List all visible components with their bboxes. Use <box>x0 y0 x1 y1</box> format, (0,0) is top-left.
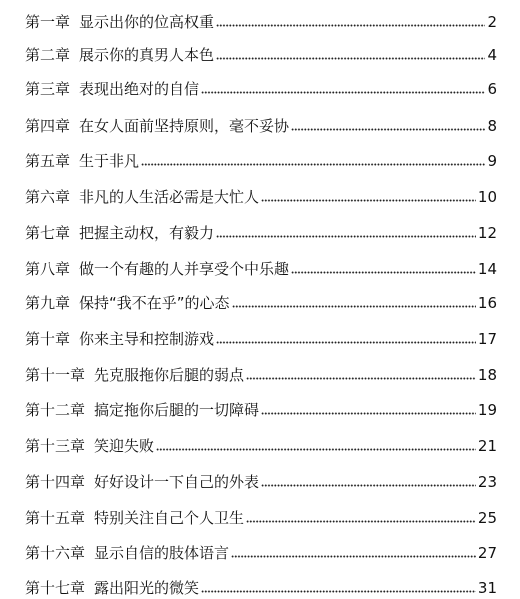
toc-entry[interactable] <box>25 397 497 419</box>
page-number: 10 <box>477 188 497 206</box>
chapter-label: 第十三章 <box>25 437 86 455</box>
page-number: 8 <box>487 117 497 135</box>
chapter-title: 把握主动权，有毅力 <box>79 224 215 242</box>
toc-entry[interactable] <box>25 362 497 384</box>
toc-entry[interactable] <box>25 505 497 527</box>
chapter-label: 第七章 <box>25 224 71 242</box>
chapter-title: 你来主导和控制游戏 <box>79 330 215 348</box>
chapter-label: 第六章 <box>25 188 71 206</box>
chapter-label: 第十二章 <box>25 401 86 419</box>
chapter-label: 第十七章 <box>25 579 86 597</box>
page-number: 4 <box>487 46 497 64</box>
page-number: 18 <box>477 366 497 384</box>
page-number: 21 <box>477 437 497 455</box>
dot-leader <box>246 377 476 380</box>
toc-entry[interactable] <box>25 326 497 348</box>
chapter-title: 搞定拖你后腿的一切障碍 <box>94 401 260 419</box>
dot-leader <box>216 235 476 238</box>
dot-leader <box>231 555 476 558</box>
chapter-title: 展示你的真男人本色 <box>79 46 215 64</box>
chapter-label: 第四章 <box>25 117 71 135</box>
chapter-label: 第十一章 <box>25 366 86 384</box>
chapter-label: 第九章 <box>25 294 71 312</box>
toc-entry[interactable] <box>25 575 497 597</box>
dot-leader <box>246 520 476 523</box>
toc-entry[interactable] <box>25 469 497 491</box>
page-number: 17 <box>477 330 497 348</box>
dot-leader <box>291 271 476 274</box>
page-number: 9 <box>487 152 497 170</box>
chapter-label: 第二章 <box>25 46 71 64</box>
chapter-title: 做一个有趣的人并享受个中乐趣 <box>79 260 290 278</box>
chapter-title: 表现出绝对的自信 <box>79 80 200 98</box>
dot-leader <box>201 91 485 94</box>
toc-entry[interactable] <box>25 290 497 312</box>
chapter-label: 第十六章 <box>25 544 86 562</box>
dot-leader <box>156 448 476 451</box>
page-number: 23 <box>477 473 497 491</box>
toc-entry[interactable] <box>25 113 497 135</box>
chapter-title: 显示自信的肢体语言 <box>94 544 230 562</box>
toc-entry[interactable] <box>25 148 497 170</box>
page-number: 31 <box>477 579 497 597</box>
page-number: 19 <box>477 401 497 419</box>
toc-entry[interactable] <box>25 220 497 242</box>
page-number: 2 <box>487 13 497 31</box>
chapter-label: 第三章 <box>25 80 71 98</box>
dot-leader <box>232 305 476 308</box>
chapter-label: 第八章 <box>25 260 71 278</box>
dot-leader <box>216 57 485 60</box>
chapter-title: 保持“我不在乎”的心态 <box>79 294 230 312</box>
toc-entry[interactable] <box>25 433 497 455</box>
chapter-title: 在女人面前坚持原则，毫不妥协 <box>79 117 290 135</box>
chapter-title: 好好设计一下自己的外表 <box>94 473 260 491</box>
chapter-label: 第五章 <box>25 152 71 170</box>
chapter-title: 生于非凡 <box>79 152 140 170</box>
chapter-label: 第十五章 <box>25 509 86 527</box>
dot-leader <box>201 590 476 593</box>
toc-entry[interactable] <box>25 9 497 31</box>
chapter-label: 第一章 <box>25 13 71 31</box>
chapter-label: 第十章 <box>25 330 71 348</box>
page-number: 12 <box>477 224 497 242</box>
chapter-title: 露出阳光的微笑 <box>94 579 200 597</box>
dot-leader <box>261 199 476 202</box>
dot-leader <box>261 484 476 487</box>
toc-entry[interactable] <box>25 184 497 206</box>
page-number: 14 <box>477 260 497 278</box>
toc-entry[interactable] <box>25 76 497 98</box>
chapter-title: 非凡的人生活必需是大忙人 <box>79 188 260 206</box>
dot-leader <box>216 341 476 344</box>
dot-leader <box>261 412 476 415</box>
toc-entry[interactable] <box>25 540 497 562</box>
dot-leader <box>216 24 485 27</box>
toc-entry[interactable] <box>25 256 497 278</box>
dot-leader <box>141 163 485 166</box>
chapter-title: 显示出你的位高权重 <box>79 13 215 31</box>
page-number: 16 <box>477 294 497 312</box>
chapter-label: 第十四章 <box>25 473 86 491</box>
page-number: 6 <box>487 80 497 98</box>
page-number: 25 <box>477 509 497 527</box>
page-number: 27 <box>477 544 497 562</box>
chapter-title: 先克服拖你后腿的弱点 <box>94 366 245 384</box>
dot-leader <box>291 128 485 131</box>
chapter-title: 特别关注自己个人卫生 <box>94 509 245 527</box>
toc-entry[interactable] <box>25 42 497 64</box>
chapter-title: 笑迎失败 <box>94 437 155 455</box>
